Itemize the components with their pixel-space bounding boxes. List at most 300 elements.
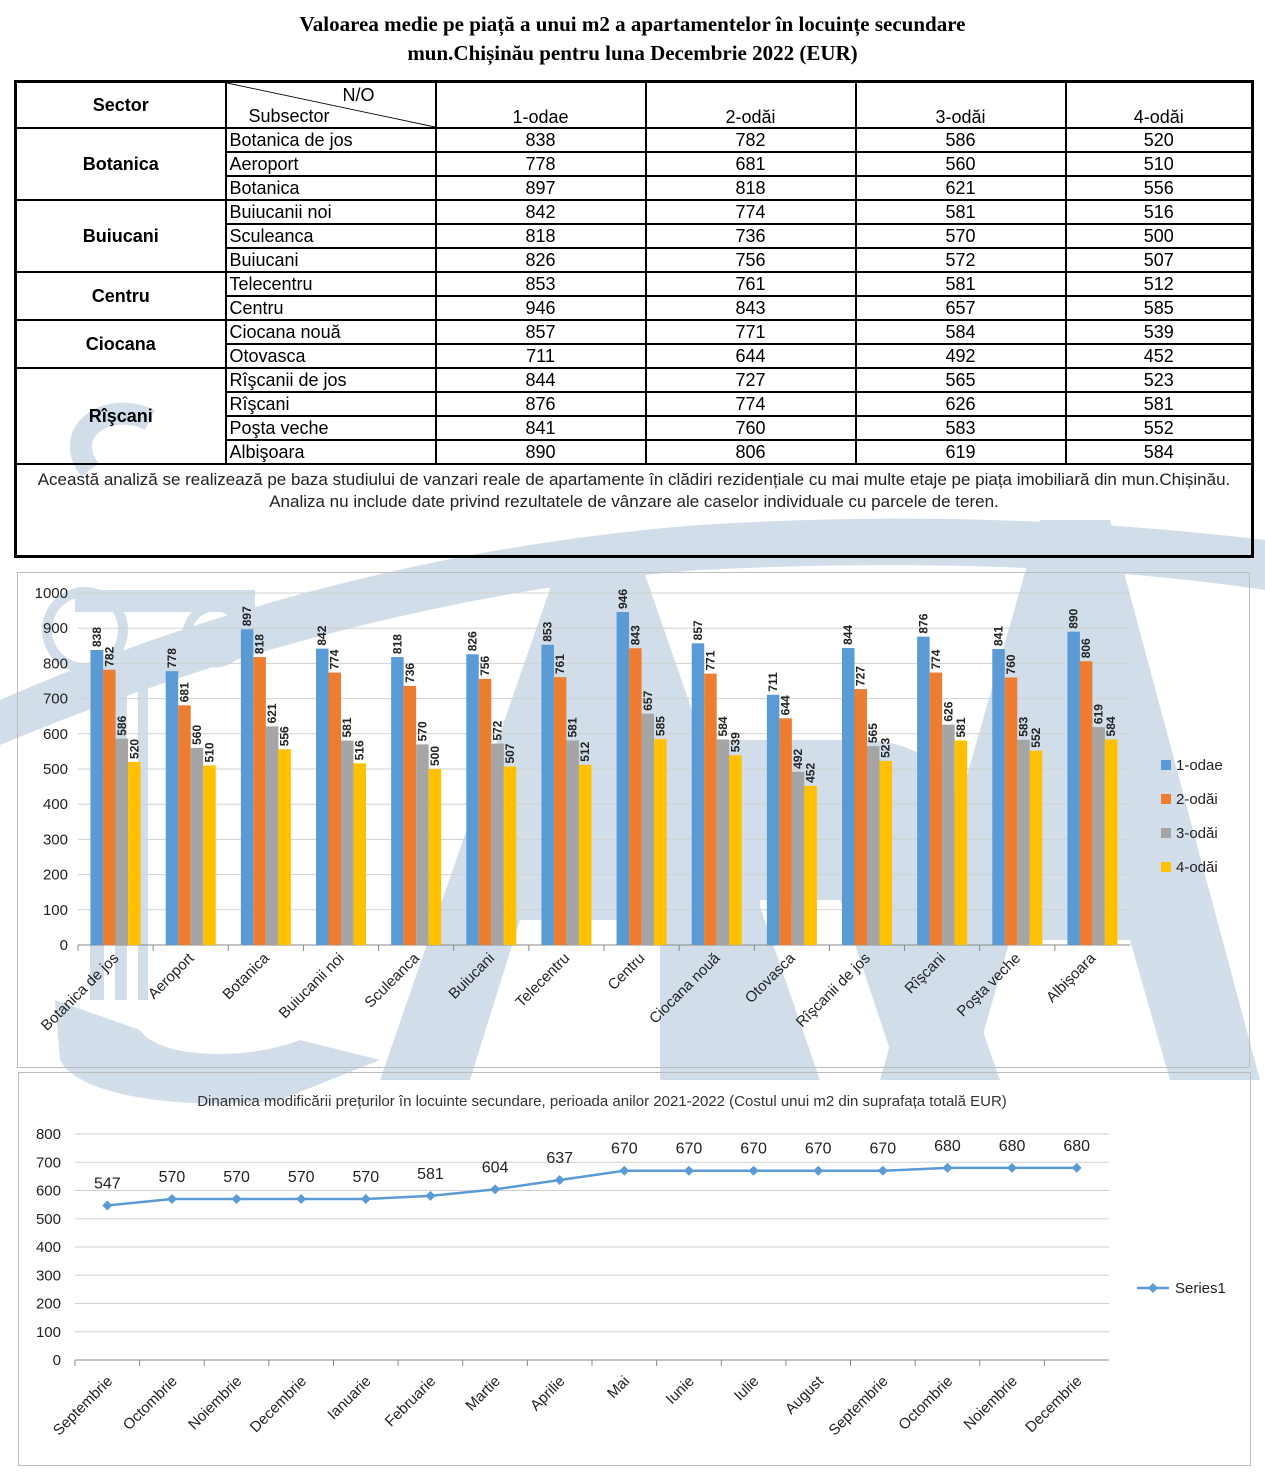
x-tick-label: Buiucanii noi [275, 949, 348, 1022]
bar-data-label: 500 [427, 745, 442, 766]
value-cell: 782 [646, 128, 856, 152]
value-cell: 500 [1066, 224, 1253, 248]
legend-marker [1148, 1283, 1158, 1293]
bar [579, 765, 592, 945]
bar-data-label: 756 [478, 655, 493, 676]
point-data-label: 570 [223, 1168, 250, 1186]
bar [654, 739, 667, 945]
chart-title: Dinamica modificării prețurilor în locuinte secundare, perioada anilor 2021-2022 (Costul unui m2 din suprafața totală EUR) [197, 1093, 1007, 1110]
x-tick-label: Albişoara [1043, 949, 1100, 1007]
bar [554, 677, 567, 945]
value-cell: 843 [646, 296, 856, 320]
data-point-marker [361, 1194, 371, 1204]
header-col-2: 2-odăi [646, 82, 856, 129]
bar [992, 649, 1005, 945]
point-data-label: 670 [740, 1140, 767, 1158]
point-data-label: 570 [352, 1168, 380, 1186]
line-chart-panel [18, 1072, 1251, 1466]
bar-data-label: 782 [102, 646, 117, 667]
bar-data-label: 512 [578, 741, 593, 762]
bar-data-label: 619 [1091, 704, 1106, 725]
x-tick-label: Ciocana nouă [646, 949, 724, 1028]
x-tick-label: Mai [604, 1372, 634, 1402]
bar [767, 695, 780, 945]
value-cell: 512 [1066, 272, 1253, 296]
value-cell: 681 [646, 152, 856, 176]
point-data-label: 680 [1063, 1137, 1091, 1155]
bar-data-label: 556 [277, 726, 292, 747]
bar-data-label: 826 [465, 631, 480, 652]
data-point-marker [1007, 1163, 1017, 1173]
data-point-marker [684, 1166, 694, 1176]
value-cell: 560 [856, 152, 1066, 176]
value-cell: 876 [436, 392, 646, 416]
y-tick-label: 600 [35, 1182, 61, 1200]
bar-data-label: 644 [778, 695, 793, 716]
x-tick-label: Septembrie [49, 1372, 117, 1440]
value-cell: 946 [436, 296, 646, 320]
subsector-cell: Ciocana nouă [226, 320, 436, 344]
y-tick-label: 600 [42, 725, 68, 743]
bar [91, 650, 104, 945]
table-row [16, 272, 1253, 296]
data-point-marker [1072, 1163, 1082, 1173]
point-data-label: 670 [869, 1140, 897, 1158]
bar [191, 748, 204, 945]
value-cell: 761 [646, 272, 856, 296]
value-cell: 507 [1066, 248, 1253, 272]
x-tick-label: Poşta veche [953, 949, 1025, 1021]
bar-data-label: 818 [390, 634, 405, 655]
x-tick-label: Februarie [381, 1372, 440, 1431]
bar [704, 674, 717, 945]
x-tick-label: Iulie [730, 1372, 763, 1405]
bar [942, 725, 955, 945]
bar-data-label: 507 [503, 743, 518, 764]
bar-chart-panel [17, 572, 1250, 1068]
table-row [16, 368, 1253, 392]
value-cell: 619 [856, 440, 1066, 464]
sector-cell: Botanica [16, 128, 226, 200]
bar [855, 689, 868, 945]
bar-data-label: 818 [252, 634, 267, 655]
sector-cell: Ciocana [16, 320, 226, 368]
bar [1005, 677, 1018, 945]
value-cell: 853 [436, 272, 646, 296]
bar-data-label: 520 [127, 738, 142, 759]
x-tick-label: Otovasca [741, 949, 799, 1007]
value-cell: 774 [646, 200, 856, 224]
y-tick-label: 100 [35, 1323, 61, 1341]
header-no: N/O [342, 85, 375, 105]
value-cell: 583 [856, 416, 1066, 440]
bar [329, 673, 342, 945]
table-row [16, 320, 1253, 344]
value-cell: 621 [856, 176, 1066, 200]
bar-data-label: 516 [352, 740, 367, 761]
bar-data-label: 778 [164, 648, 179, 669]
y-tick-label: 300 [42, 831, 68, 849]
value-cell: 806 [646, 440, 856, 464]
y-tick-label: 0 [59, 937, 68, 954]
bar [128, 762, 141, 945]
legend-swatch [1161, 862, 1171, 872]
data-point-marker [942, 1163, 952, 1173]
bar [729, 755, 742, 945]
bar-data-label: 897 [240, 606, 255, 627]
value-cell: 760 [646, 416, 856, 440]
value-cell: 818 [646, 176, 856, 200]
x-tick-label: Ianuarie [324, 1372, 375, 1424]
bar-data-label: 681 [177, 682, 192, 703]
subsector-cell: Rîşcani [226, 392, 436, 416]
bar [1080, 661, 1093, 945]
value-cell: 520 [1066, 128, 1253, 152]
legend-label: 4-odăi [1176, 859, 1218, 876]
subsector-cell: Centru [226, 296, 436, 320]
value-cell: 584 [1066, 440, 1253, 464]
data-point-marker [619, 1166, 629, 1176]
point-data-label: 547 [93, 1175, 121, 1193]
value-cell: 523 [1066, 368, 1253, 392]
bar [842, 648, 855, 945]
data-point-marker [102, 1200, 112, 1210]
bar-data-label: 586 [114, 715, 129, 736]
title-line-1: Valoarea medie pe piață a unui m2 a apartamentelor în locuințe secundare [299, 12, 966, 36]
bar [416, 744, 429, 945]
point-data-label: 670 [610, 1140, 638, 1158]
sector-cell: Centru [16, 272, 226, 320]
y-tick-label: 400 [42, 796, 68, 814]
subsector-cell: Sculeanca [226, 224, 436, 248]
bar-data-label: 584 [715, 716, 730, 737]
data-point-marker [167, 1194, 177, 1204]
bar-data-label: 890 [1066, 608, 1081, 629]
data-point-marker [878, 1166, 888, 1176]
x-tick-label: Aeroport [144, 949, 198, 1003]
value-cell: 565 [856, 368, 1066, 392]
bar-data-label: 857 [690, 620, 705, 641]
bar-data-label: 523 [878, 737, 893, 758]
value-cell: 842 [436, 200, 646, 224]
bar [354, 763, 367, 945]
bar-data-label: 585 [653, 716, 668, 737]
value-cell: 581 [856, 200, 1066, 224]
y-tick-label: 100 [42, 901, 68, 919]
x-tick-label: Botanica de jos [37, 949, 123, 1035]
data-point-marker [813, 1166, 823, 1176]
bar [541, 645, 554, 945]
bar-data-label: 711 [766, 672, 781, 692]
line-chart [19, 1073, 1250, 1465]
bar [504, 767, 517, 945]
value-cell: 552 [1066, 416, 1253, 440]
bar-data-label: 560 [189, 724, 204, 745]
value-cell: 756 [646, 248, 856, 272]
bar-chart [18, 573, 1249, 1067]
value-cell: 826 [436, 248, 646, 272]
point-data-label: 670 [675, 1140, 703, 1158]
bar-data-label: 774 [327, 649, 342, 670]
point-data-label: 680 [934, 1137, 961, 1155]
data-point-marker [425, 1191, 435, 1201]
x-tick-label: Aprilie [527, 1372, 569, 1415]
value-cell: 626 [856, 392, 1066, 416]
bar [804, 786, 817, 945]
subsector-cell: Aeroport [226, 152, 436, 176]
bar [779, 718, 792, 945]
data-point-marker [490, 1184, 500, 1194]
bar-data-label: 760 [1004, 654, 1019, 675]
price-table [14, 80, 1254, 558]
bar-data-label: 841 [991, 625, 1006, 646]
bar [1017, 740, 1029, 945]
bar [241, 629, 254, 945]
value-cell: 556 [1066, 176, 1253, 200]
bar-data-label: 539 [728, 732, 743, 753]
value-cell: 841 [436, 416, 646, 440]
x-tick-label: August [781, 1372, 828, 1418]
y-tick-label: 800 [42, 655, 68, 673]
bar [867, 746, 880, 945]
bar [178, 705, 191, 945]
subsector-cell: Otovasca [226, 344, 436, 368]
value-cell: 778 [436, 152, 646, 176]
subsector-cell: Buiucani [226, 248, 436, 272]
bar-data-label: 946 [615, 588, 630, 610]
y-tick-label: 500 [35, 1210, 61, 1228]
y-tick-label: 700 [42, 690, 68, 708]
x-tick-label: Rîşcani [901, 949, 949, 998]
bar-data-label: 581 [953, 717, 968, 738]
value-cell: 581 [856, 272, 1066, 296]
x-tick-label: Octombrie [119, 1372, 181, 1434]
bar [629, 648, 642, 945]
legend-label: 1-odae [1176, 757, 1223, 774]
y-tick-label: 400 [35, 1239, 61, 1256]
header-col-3: 3-odăi [856, 82, 1066, 129]
bar-data-label: 565 [866, 723, 881, 744]
header-subsector [226, 82, 436, 129]
bar-data-label: 621 [265, 703, 280, 724]
point-data-label: 670 [804, 1140, 832, 1158]
bar [1067, 632, 1080, 945]
data-point-marker [555, 1175, 565, 1185]
header-col-1: 1-odae [436, 82, 646, 129]
bar-data-label: 626 [941, 701, 956, 722]
bar [880, 761, 893, 945]
bar-data-label: 727 [853, 666, 868, 687]
bar [429, 769, 442, 945]
x-tick-label: Septembrie [825, 1372, 892, 1440]
point-data-label: 570 [287, 1168, 315, 1186]
bar [1105, 739, 1118, 945]
y-tick-label: 0 [52, 1352, 61, 1369]
data-point-marker [232, 1194, 242, 1204]
bar [166, 671, 179, 945]
bar-data-label: 842 [315, 625, 330, 646]
analysis-note: Această analiză se realizează pe baza studiului de vanzari reale de apartamente în clădiri rezidențiale cu mai multe etaje pe piața imobiliară din mun.Chișinău. Analiza nu include date privind rezultatele de vânzare ale caselor individuale cu parcele de teren. [16, 464, 1253, 557]
value-cell: 818 [436, 224, 646, 248]
subsector-cell: Albişoara [226, 440, 436, 464]
bar-data-label: 736 [402, 662, 417, 683]
point-data-label: 570 [158, 1168, 186, 1186]
point-data-label: 581 [417, 1165, 444, 1183]
x-tick-label: Telecentru [512, 949, 574, 1011]
value-cell: 774 [646, 392, 856, 416]
value-cell: 727 [646, 368, 856, 392]
value-cell: 657 [856, 296, 1066, 320]
header-sector: Sector [16, 82, 226, 129]
x-tick-label: Iunie [662, 1372, 698, 1408]
bar-data-label: 584 [1104, 716, 1119, 737]
bar [642, 714, 655, 945]
value-cell: 897 [436, 176, 646, 200]
bar [203, 765, 216, 945]
bar [253, 657, 266, 945]
subsector-cell: Poşta veche [226, 416, 436, 440]
header-col-4: 4-odăi [1066, 82, 1253, 129]
legend-label: 3-odăi [1176, 825, 1218, 842]
value-cell: 584 [856, 320, 1066, 344]
bar-data-label: 583 [1016, 716, 1031, 737]
bar-data-label: 657 [640, 690, 655, 711]
value-cell: 492 [856, 344, 1066, 368]
bar [479, 679, 492, 945]
bar [266, 726, 279, 945]
y-tick-label: 800 [35, 1126, 61, 1143]
bar-data-label: 492 [791, 748, 806, 769]
value-cell: 844 [436, 368, 646, 392]
bar-data-label: 452 [803, 762, 818, 783]
point-data-label: 680 [998, 1137, 1026, 1155]
subsector-cell: Buiucanii noi [226, 200, 436, 224]
value-cell: 572 [856, 248, 1066, 272]
bar [566, 740, 579, 945]
data-point-marker [749, 1166, 759, 1176]
bar-data-label: 570 [415, 721, 430, 742]
bar [917, 637, 930, 945]
bar-data-label: 552 [1029, 727, 1044, 748]
bar [955, 740, 968, 945]
value-cell: 890 [436, 440, 646, 464]
bar [278, 749, 291, 945]
x-tick-label: Noiembrie [185, 1372, 246, 1434]
x-tick-label: Decembrie [1022, 1372, 1086, 1437]
bar-data-label: 806 [1079, 638, 1094, 659]
y-tick-label: 300 [35, 1267, 61, 1285]
bar [116, 739, 129, 945]
bar [391, 657, 404, 945]
x-tick-label: Buiucani [445, 949, 499, 1003]
legend-label: Series1 [1175, 1280, 1226, 1297]
bar-data-label: 876 [916, 613, 931, 634]
x-tick-label: Noiembrie [960, 1372, 1021, 1434]
bar [1030, 751, 1043, 945]
legend-swatch [1161, 828, 1171, 838]
bar-data-label: 761 [553, 654, 568, 675]
x-tick-label: Decembrie [246, 1372, 311, 1437]
value-cell: 570 [856, 224, 1066, 248]
series-line [107, 1165, 1076, 1206]
bar [404, 686, 417, 945]
bar [930, 673, 943, 945]
value-cell: 771 [646, 320, 856, 344]
value-cell: 516 [1066, 200, 1253, 224]
value-cell: 736 [646, 224, 856, 248]
subsector-cell: Botanica de jos [226, 128, 436, 152]
title-line-2: mun.Chișinău pentru luna Decembrie 2022 (EUR) [407, 41, 858, 65]
y-tick-label: 900 [42, 620, 68, 638]
x-tick-label: Martie [462, 1372, 504, 1415]
bar-data-label: 843 [628, 625, 643, 646]
bar-data-label: 510 [202, 742, 217, 763]
bar-data-label: 838 [89, 626, 104, 648]
legend-label: 2-odăi [1176, 791, 1218, 808]
bar [341, 740, 354, 945]
legend-swatch [1161, 760, 1171, 770]
table-row [16, 200, 1253, 224]
subsector-cell: Rîşcanii de jos [226, 368, 436, 392]
bar-data-label: 581 [565, 717, 580, 738]
x-tick-label: Botanica [219, 949, 273, 1004]
y-tick-label: 200 [35, 1295, 61, 1313]
bar-data-label: 774 [928, 649, 943, 670]
x-tick-label: Octombrie [895, 1372, 957, 1434]
sector-cell: Buiucani [16, 200, 226, 272]
bar [103, 670, 116, 945]
value-cell: 644 [646, 344, 856, 368]
x-tick-label: Sculeanca [361, 949, 423, 1012]
value-cell: 585 [1066, 296, 1253, 320]
value-cell: 539 [1066, 320, 1253, 344]
x-tick-label: Centru [604, 949, 649, 994]
bar-data-label: 572 [490, 720, 505, 741]
bar [491, 744, 504, 945]
x-tick-label: Rîşcanii de jos [792, 949, 874, 1031]
sector-cell: Rîşcani [16, 368, 226, 464]
bar [617, 612, 630, 945]
value-cell: 838 [436, 128, 646, 152]
y-tick-label: 200 [42, 866, 68, 884]
bar [692, 643, 705, 945]
legend-swatch [1161, 794, 1171, 804]
value-cell: 586 [856, 128, 1066, 152]
bar-data-label: 581 [340, 717, 355, 738]
bar-data-label: 853 [540, 621, 555, 642]
y-tick-label: 500 [42, 761, 68, 778]
y-tick-label: 700 [35, 1154, 61, 1172]
bar-data-label: 771 [703, 650, 718, 671]
point-data-label: 604 [481, 1159, 509, 1177]
table-row [16, 128, 1253, 152]
page-title [0, 10, 1265, 68]
bar [466, 654, 479, 945]
y-tick-label: 1000 [34, 585, 68, 602]
subsector-cell: Telecentru [226, 272, 436, 296]
bar [1092, 727, 1105, 945]
value-cell: 452 [1066, 344, 1253, 368]
bar [316, 649, 329, 945]
subsector-cell: Botanica [226, 176, 436, 200]
value-cell: 857 [436, 320, 646, 344]
header-subsector-label: Subsector [248, 106, 330, 126]
value-cell: 711 [436, 344, 646, 368]
point-data-label: 637 [546, 1150, 574, 1168]
bar [717, 739, 730, 945]
data-point-marker [296, 1194, 306, 1204]
value-cell: 581 [1066, 392, 1253, 416]
